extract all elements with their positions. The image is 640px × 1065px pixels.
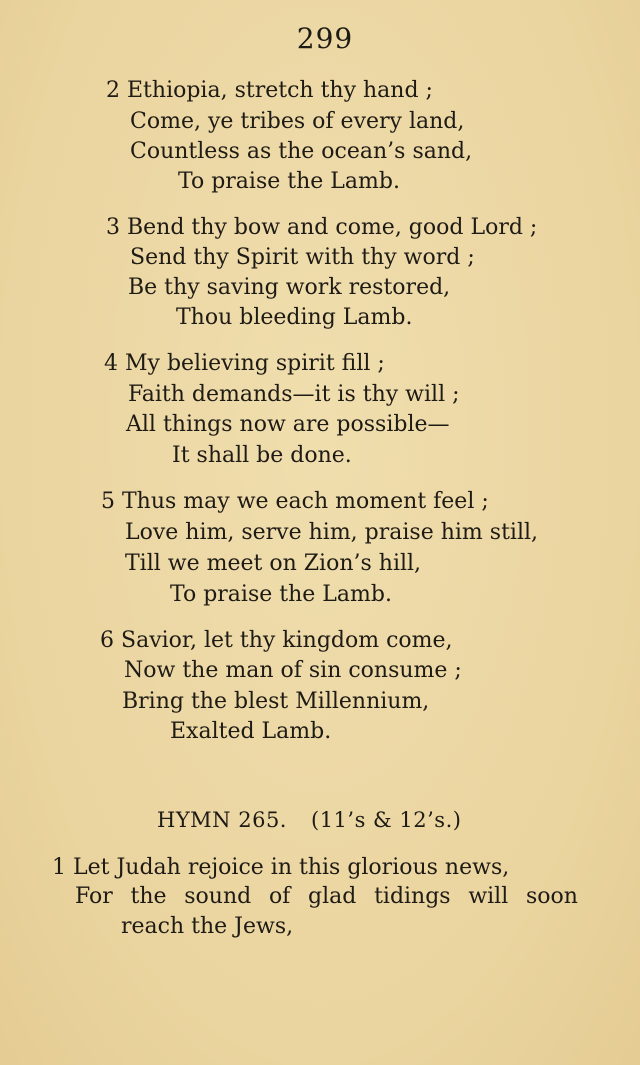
verse-3-line-1 — [106, 215, 537, 241]
word: glad — [308, 884, 357, 909]
verse-6-line-3: Bring the blest Millennium, — [122, 689, 430, 714]
verse-2-line-4: To praise the Lamb. — [178, 169, 400, 194]
verse-6-line-4: Exalted Lamb. — [170, 719, 332, 744]
verse-2-line-2: Come, ye tribes of every land, — [130, 109, 465, 134]
verse-5-line-2: Love him, serve him, praise him still, — [125, 520, 539, 545]
hymn-verse-1-line-3: reach the Jews, — [121, 914, 294, 939]
page-number: 299 — [296, 22, 354, 55]
word: sound — [184, 884, 252, 909]
verse-line-text: Bend thy bow and come, good Lord ; — [127, 215, 538, 240]
word: will — [468, 884, 509, 909]
hymn-title: HYMN 265. — [157, 808, 287, 832]
verse-number: 3 — [106, 215, 120, 240]
verse-6-line-1 — [100, 628, 453, 654]
verse-number: 1 — [52, 855, 66, 880]
verse-2-line-3: Countless as the ocean’s sand, — [130, 139, 473, 164]
verse-number: 6 — [100, 628, 114, 653]
verse-3-line-3: Be thy saving work restored, — [128, 275, 451, 300]
verse-line-text: Let Judah rejoice in this glorious news, — [73, 855, 510, 880]
word: of — [268, 884, 291, 909]
verse-line-text: Ethiopia, stretch thy hand ; — [127, 78, 433, 103]
verse-4-line-4: It shall be done. — [172, 443, 352, 468]
verse-number: 5 — [101, 489, 115, 514]
verse-line-text: Thus may we each moment feel ; — [122, 489, 489, 514]
word: tidings — [374, 884, 451, 909]
hymn-verse-1-line-2 — [75, 884, 578, 910]
verse-5-line-3: Till we meet on Zion’s hill, — [125, 551, 422, 576]
verse-4-line-2: Faith demands—it is thy will ; — [128, 382, 460, 407]
hymn-verse-1-line-1 — [52, 855, 509, 881]
verse-5-line-1 — [101, 489, 489, 515]
hymn-meter: (11’s & 12’s.) — [311, 808, 462, 832]
verse-4-line-1 — [104, 351, 385, 377]
verse-number: 4 — [104, 351, 118, 376]
verse-number: 2 — [106, 78, 120, 103]
verse-4-line-3: All things now are possible— — [126, 412, 450, 437]
word: For — [75, 884, 113, 909]
verse-2-line-1 — [106, 78, 433, 104]
verse-6-line-2: Now the man of sin consume ; — [124, 658, 462, 683]
verse-line-text: Savior, let thy kingdom come, — [121, 628, 453, 653]
word: soon — [525, 884, 578, 909]
verse-3-line-4: Thou bleeding Lamb. — [176, 305, 413, 330]
word: the — [130, 884, 167, 909]
hymn-heading — [157, 808, 461, 832]
verse-5-line-4: To praise the Lamb. — [170, 582, 392, 607]
verse-3-line-2: Send thy Spirit with thy word ; — [130, 245, 475, 270]
verse-line-text: My believing spirit fill ; — [125, 351, 385, 376]
